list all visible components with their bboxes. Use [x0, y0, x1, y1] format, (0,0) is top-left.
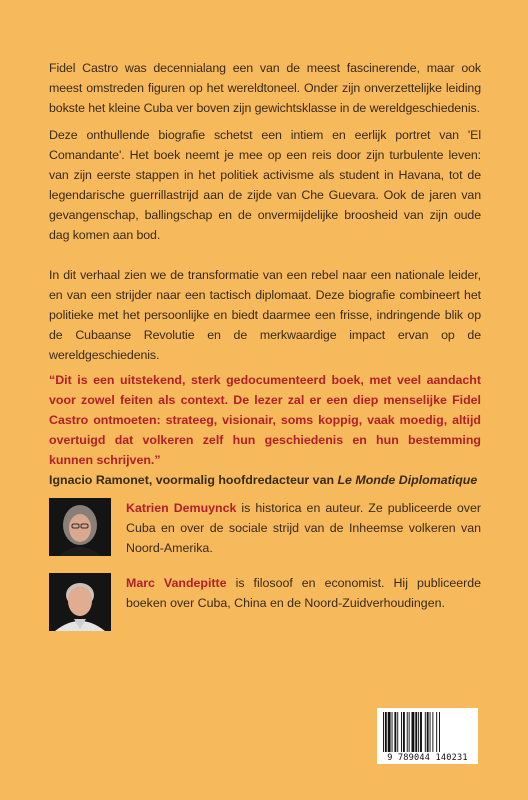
author-block-1: [49, 498, 481, 564]
author-bio-text-2: is filosoof en economist. Hij publiceerde boeken over Cuba, China en de Noord-Zuidverhoudingen.: [126, 576, 482, 610]
quote-role: , voormalig hoofdredacteur van: [148, 473, 338, 487]
quote-attribution: [49, 473, 477, 487]
author-bio-1: [126, 498, 481, 558]
author-photo-marc: [49, 573, 111, 631]
blurb-paragraph-2: Deze onthullende biografie schetst een intiem en eerlijk portret van 'El Comandante'. Het boek neemt je mee op een reis door zijn turbulente leven: van zijn eerste stappen in het politiek activisme als student in Havana, tot de legendarische guerrillastrijd aan de zijde van Che Guevara. Ook de jaren van gevangenschap, ballingschap en de onvermijdelijke broosheid van zijn oude dag komen aan bod.: [49, 128, 481, 242]
author-name-1: Katrien Demuynck: [126, 501, 237, 515]
author-bio-text-1: is historica en auteur. Ze publiceerde over Cuba en over de sociale strijd van de Inheemse volkeren van Noord-Amerika.: [126, 501, 481, 555]
endorsement-quote: [49, 370, 481, 490]
quote-publication: Le Monde Diplomatique: [337, 473, 478, 487]
isbn-barcode: [377, 708, 478, 764]
quote-text: “Dit is een uitstekend, sterk gedocumenteerd boek, met veel aandacht voor zowel feiten als context. De lezer zal er een diep menselijke Fidel Castro ontmoeten: strateeg, visionair, soms koppig, vaak moedig, altijd overtuigd dat volkeren zelf hun geschiedenis en hun bestemming kunnen schrijven.”: [49, 373, 481, 467]
author-bio-2: [126, 573, 481, 613]
author-block-2: [49, 573, 481, 639]
author-name-2: Marc Vandepitte: [126, 576, 227, 590]
isbn-digits: 9 789044 140231: [387, 753, 468, 763]
blurb-paragraph-1: Fidel Castro was decennialang een van de meest fascinerende, maar ook meest omstreden figuren op het wereldtoneel. Onder zijn onverzettelijke leiding bokste het kleine Cuba ver boven zijn gewichtsklasse in de wereldgeschiedenis.: [49, 61, 481, 115]
quote-author: Ignacio Ramonet: [49, 473, 149, 487]
barcode-bars: [382, 712, 473, 752]
author-photo-katrien: [49, 498, 111, 556]
blurb-paragraph-3: In dit verhaal zien we de transformatie van een rebel naar een nationale leider, en van een strijder naar een tactisch diplomaat. Deze biografie combineert het politieke met het persoonlijke en biedt daarmee een frisse, indringende blik op de Cubaanse Revolutie en de merkwaardige impact ervan op de wereldgeschiedenis.: [49, 268, 481, 362]
